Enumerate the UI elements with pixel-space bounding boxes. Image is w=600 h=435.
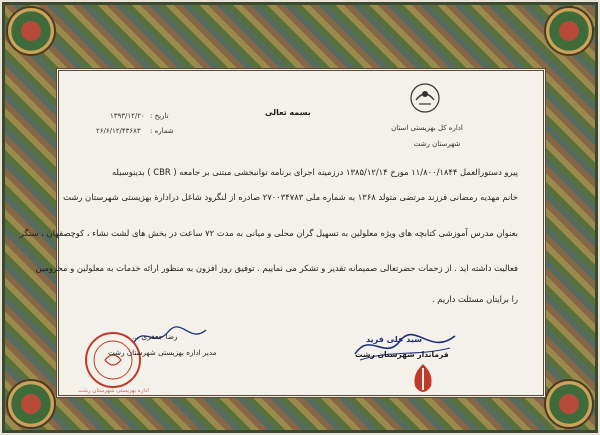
signature-right-icon <box>350 326 460 366</box>
org-name: اداره کل بهزیستی استان <box>391 124 463 132</box>
behzisti-logo-icon <box>402 80 448 124</box>
signer-right-title: فرماندار شهرستان رشت <box>355 350 449 359</box>
stamp-text: اداره بهزیستی شهرستان رشت <box>78 388 149 394</box>
city-name: شهرستان رشت <box>413 140 461 148</box>
number-value: ۲۶/۶/۱۲/۴۳۶۸۳ <box>96 127 141 135</box>
signer-right-name: سید علی فرید <box>366 335 422 344</box>
corner-ornament-bottom-left <box>6 379 56 429</box>
body-line-1: پیرو دستورالعمل ۱۱/۸۰۰/۱۸۴۴ مورخ ۱۳۸۵/۱۲/۱۴ درزمینه اجرای برنامه توانبخشی مبتنی بر جامعه ( CBR ) بدینوسیله <box>111 167 518 177</box>
corner-ornament-bottom-right <box>544 379 594 429</box>
signer-left-title: مدیر اداره بهزیستی شهرستان رشت <box>108 348 217 357</box>
signer-left-name: رضا جعفری ... <box>132 332 178 341</box>
body-line-3: بعنوان مدرس آموزشی کتابچه های ویژه معلولین به تسهیل گران محلی و میانی به مدت ۷۲ ساعت در بخش های لشت نشاء ، کوچصفهان ، سنگر <box>19 228 518 238</box>
date-value: ۱۳۹۳/۱۲/۲۰ <box>110 112 145 120</box>
date-label: تاریخ : <box>150 112 169 120</box>
corner-ornament-top-left <box>6 6 56 56</box>
bismillah-heading: بسمه تعالی <box>265 108 311 117</box>
body-line-2: خانم مهدیه رمضانی فرزند مرتضی متولد ۱۳۶۸ به شماره ملی ۲۷۰۰۳۴۷۸۳ صادره از لنگرود شاغل درادارة بهزیستی شهرستان رشت <box>63 192 518 202</box>
corner-ornament-top-right <box>544 6 594 56</box>
number-label: شماره : <box>150 127 174 135</box>
body-line-4: فعالیت داشته اید . از زحمات حضرتعالی صمیمانه تقدیر و تشکر می نماییم . توفیق روز افزون به منظور ارائه خدمات به معلولین و محرومین <box>35 263 518 273</box>
body-line-5: را برایتان مسئلت داریم . <box>431 294 518 304</box>
